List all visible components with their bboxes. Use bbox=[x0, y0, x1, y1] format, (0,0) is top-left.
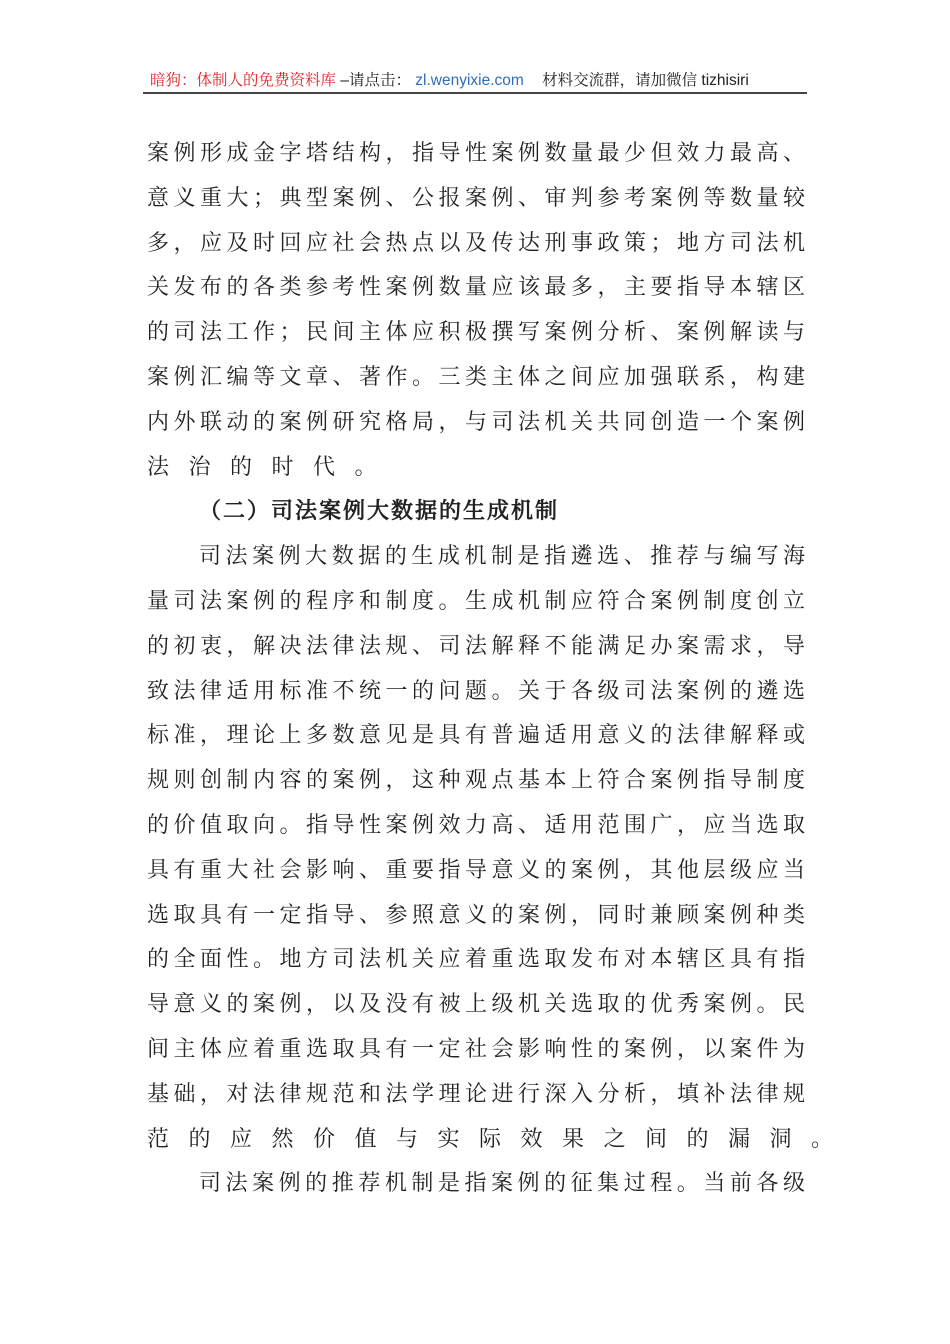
page-header bbox=[150, 68, 810, 90]
text-line: 司法案例大数据的生成机制是指遴选、推荐与编写海 bbox=[199, 544, 805, 570]
text-line: 致法律适用标准不统一的问题。关于各级司法案例的遴选 bbox=[147, 678, 805, 704]
text-line: 规则创制内容的案例，这种观点基本上符合案例指导制度 bbox=[147, 768, 805, 794]
text-line: 关发布的各类参考性案例数量应该最多，主要指导本辖区 bbox=[147, 275, 805, 301]
paragraph-1 bbox=[147, 136, 805, 494]
paragraph-2 bbox=[147, 539, 853, 1166]
text-line: 意义重大；典型案例、公报案例、审判参考案例等数量较 bbox=[147, 185, 805, 211]
header-divider bbox=[143, 92, 807, 94]
text-line: 导意义的案例，以及没有被上级机关选取的优秀案例。民 bbox=[147, 992, 805, 1018]
text-line: 内外联动的案例研究格局，与司法机关共同创造一个案例 bbox=[147, 409, 805, 435]
text-line: 司法案例的推荐机制是指案例的征集过程。当前各级 bbox=[199, 1171, 805, 1197]
text-line: 案例汇编等文章、著作。三类主体之间应加强联系，构建 bbox=[147, 364, 805, 390]
group-info: 材料交流群，请加微信 tizhisiri bbox=[542, 72, 749, 89]
text-line: 标准，理论上多数意见是具有普遍适用意义的法律解释或 bbox=[147, 723, 805, 749]
text-line: 选取具有一定指导、参照意义的案例，同时兼顾案例种类 bbox=[147, 902, 805, 928]
text-line: 基础，对法律规范和法学理论进行深入分析，填补法律规 bbox=[147, 1081, 805, 1107]
text-line: 案例形成金字塔结构，指导性案例数量最少但效力最高、 bbox=[147, 141, 805, 166]
text-line: 的价值取向。指导性案例效力高、适用范围广，应当选取 bbox=[147, 812, 805, 838]
document-body bbox=[147, 136, 853, 1211]
text-line: 多，应及时回应社会热点以及传达刑事政策；地方司法机 bbox=[147, 230, 805, 256]
text-line: 的司法工作；民间主体应积极撰写案例分析、案例解读与 bbox=[147, 320, 805, 346]
click-prompt: –请点击： bbox=[340, 72, 411, 89]
site-name: 暗狗：体制人的免费资料库 bbox=[150, 72, 337, 89]
section-heading: （二）司法案例大数据的生成机制 bbox=[199, 499, 560, 525]
text-line: 范的应然价值与实际效果之间的漏洞。 bbox=[147, 1126, 853, 1152]
paragraph-3 bbox=[147, 1166, 805, 1211]
text-line: 间主体应着重选取具有一定社会影响性的案例，以案件为 bbox=[147, 1036, 805, 1062]
text-line: 的全面性。地方司法机关应着重选取发布对本辖区具有指 bbox=[147, 947, 805, 973]
text-line: 的初衷，解决法律法规、司法解释不能满足办案需求，导 bbox=[147, 633, 805, 659]
text-line: 量司法案例的程序和制度。生成机制应符合案例制度创立 bbox=[147, 588, 805, 614]
text-line: 具有重大社会影响、重要指导意义的案例，其他层级应当 bbox=[147, 857, 805, 883]
site-link[interactable]: zl.wenyixie.com bbox=[415, 72, 524, 89]
text-line: 法治的时代。 bbox=[147, 454, 397, 480]
